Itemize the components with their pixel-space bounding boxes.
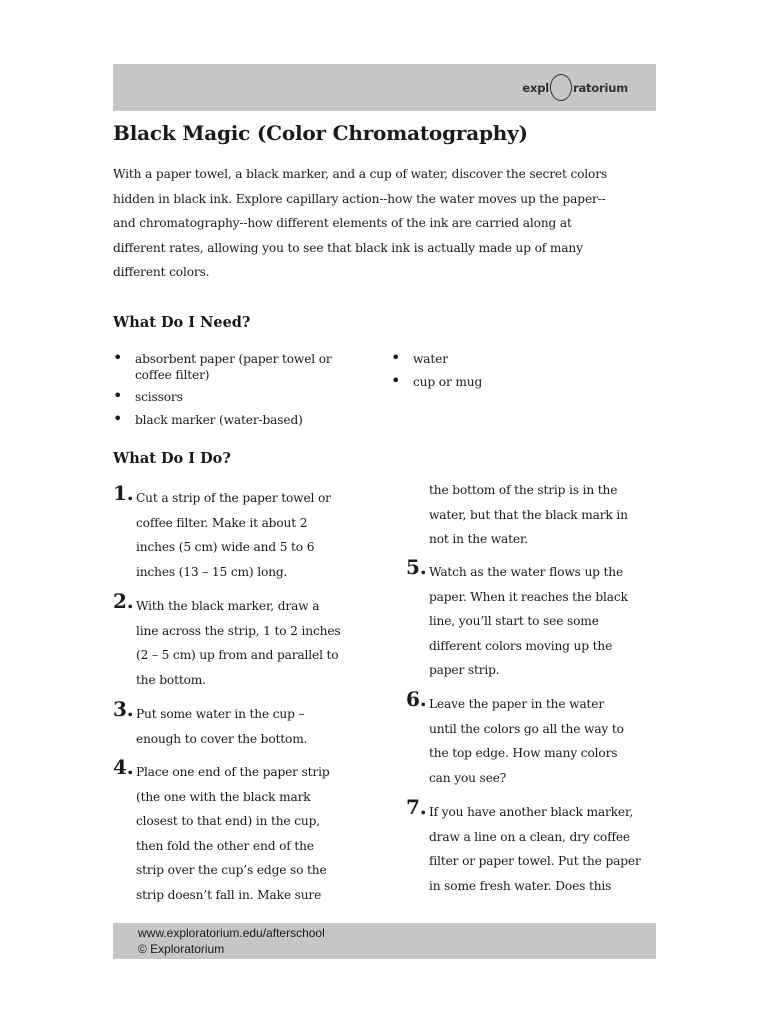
needs-list-item	[113, 348, 363, 383]
step-line: inches (5 cm) wide and 5 to 6	[136, 540, 315, 555]
needs-list-right	[391, 348, 591, 397]
item-line: black marker (water-based)	[135, 412, 303, 427]
logo-text-left: expl	[522, 80, 549, 95]
item-line: water	[413, 352, 448, 366]
item-line: coffee filter)	[135, 367, 210, 382]
step-line: paper. When it reaches the black	[429, 589, 628, 604]
footer-copyright: © Exploratorium	[138, 942, 225, 956]
step-4	[113, 755, 373, 908]
bullet-icon: •	[113, 408, 123, 428]
step-2	[113, 589, 378, 692]
needs-list-item	[113, 408, 363, 429]
needs-list-item	[391, 348, 591, 368]
step-number: 4.	[113, 755, 134, 779]
header-bar	[113, 64, 656, 111]
step-line: the bottom of the strip is in the	[429, 483, 618, 497]
step-line: enough to cover the bottom.	[136, 731, 308, 746]
bullet-icon: •	[391, 348, 401, 367]
step-5	[406, 555, 676, 683]
step-number: 6.	[406, 687, 427, 711]
step-line: strip over the cup’s edge so the	[136, 863, 327, 878]
step-number: 1.	[113, 481, 134, 505]
footer-url: www.exploratorium.edu/afterschool	[138, 926, 325, 940]
step-line: inches (13 – 15 cm) long.	[136, 564, 288, 579]
intro-line: With a paper towel, a black marker, and a cup of water, discover the secret colors	[113, 167, 608, 181]
needs-list-item	[113, 386, 363, 406]
step-text	[406, 692, 676, 790]
logo-text-right: ratorium	[572, 80, 628, 95]
bullet-icon: •	[113, 386, 123, 405]
step-number: 5.	[406, 555, 427, 579]
step-line: closest to that end) in the cup,	[136, 814, 320, 829]
step-line: line across the strip, 1 to 2 inches	[136, 623, 341, 638]
step-text	[406, 560, 676, 683]
step-line: (2 – 5 cm) up from and parallel to	[136, 648, 339, 663]
step-text	[406, 800, 681, 898]
step-line: in some fresh water. Does this	[429, 878, 612, 893]
step-text	[113, 486, 373, 584]
step-line: Watch as the water flows up the	[429, 565, 624, 579]
step-line: until the colors go all the way to	[429, 721, 624, 736]
step-6	[406, 687, 676, 790]
item-line: cup or mug	[413, 374, 483, 389]
needs-list-item	[391, 370, 591, 391]
bullet-icon: •	[113, 348, 123, 367]
step-line: can you see?	[429, 770, 507, 785]
step-4-continuation	[429, 478, 669, 552]
step-text	[113, 760, 373, 908]
item-line: absorbent paper (paper towel or	[135, 352, 332, 366]
section-heading-do: What Do I Do?	[113, 450, 231, 467]
logo-o-icon	[550, 74, 572, 101]
step-line: Place one end of the paper strip	[136, 765, 330, 779]
page-title: Black Magic (Color Chromatography)	[113, 121, 528, 145]
step-line: With the black marker, draw a	[136, 599, 320, 613]
section-heading-need: What Do I Need?	[113, 314, 251, 331]
intro-line: different rates, allowing you to see that black ink is actually made up of many	[113, 240, 583, 255]
step-line: Put some water in the cup –	[136, 707, 305, 721]
step-line: the bottom.	[136, 672, 206, 687]
step-line: (the one with the black mark	[136, 789, 311, 804]
step-line: different colors moving up the	[429, 638, 613, 653]
step-line: not in the water.	[429, 532, 529, 547]
step-line: water, but that the black mark in	[429, 507, 628, 522]
intro-line: hidden in black ink. Explore capillary action--how the water moves up the paper--	[113, 191, 606, 206]
footer-bar	[113, 923, 656, 959]
step-line: draw a line on a clean, dry coffee	[429, 829, 630, 844]
exploratorium-logo	[522, 74, 628, 101]
step-line: Leave the paper in the water	[429, 697, 605, 711]
step-line: If you have another black marker,	[429, 805, 634, 819]
step-number: 2.	[113, 589, 134, 613]
step-line: strip doesn’t fall in. Make sure	[136, 887, 322, 902]
step-1	[113, 481, 373, 584]
step-text	[113, 594, 378, 692]
step-7	[406, 795, 681, 898]
step-line: paper strip.	[429, 663, 500, 678]
needs-list-left	[113, 348, 363, 435]
step-line: then fold the other end of the	[136, 838, 314, 853]
step-3	[113, 697, 373, 751]
step-line: line, you’ll start to see some	[429, 614, 599, 629]
step-line: filter or paper towel. Put the paper	[429, 854, 641, 869]
intro-line: different colors.	[113, 265, 210, 280]
step-number: 7.	[406, 795, 427, 819]
step-line: Cut a strip of the paper towel or	[136, 491, 331, 505]
step-text	[113, 702, 373, 751]
step-line: coffee filter. Make it about 2	[136, 515, 308, 530]
item-line: scissors	[135, 390, 183, 404]
step-number: 3.	[113, 697, 134, 721]
bullet-icon: •	[391, 370, 401, 390]
step-line: the top edge. How many colors	[429, 746, 618, 761]
intro-line: and chromatography--how different elements of the ink are carried along at	[113, 216, 572, 231]
intro-paragraph	[113, 162, 658, 285]
